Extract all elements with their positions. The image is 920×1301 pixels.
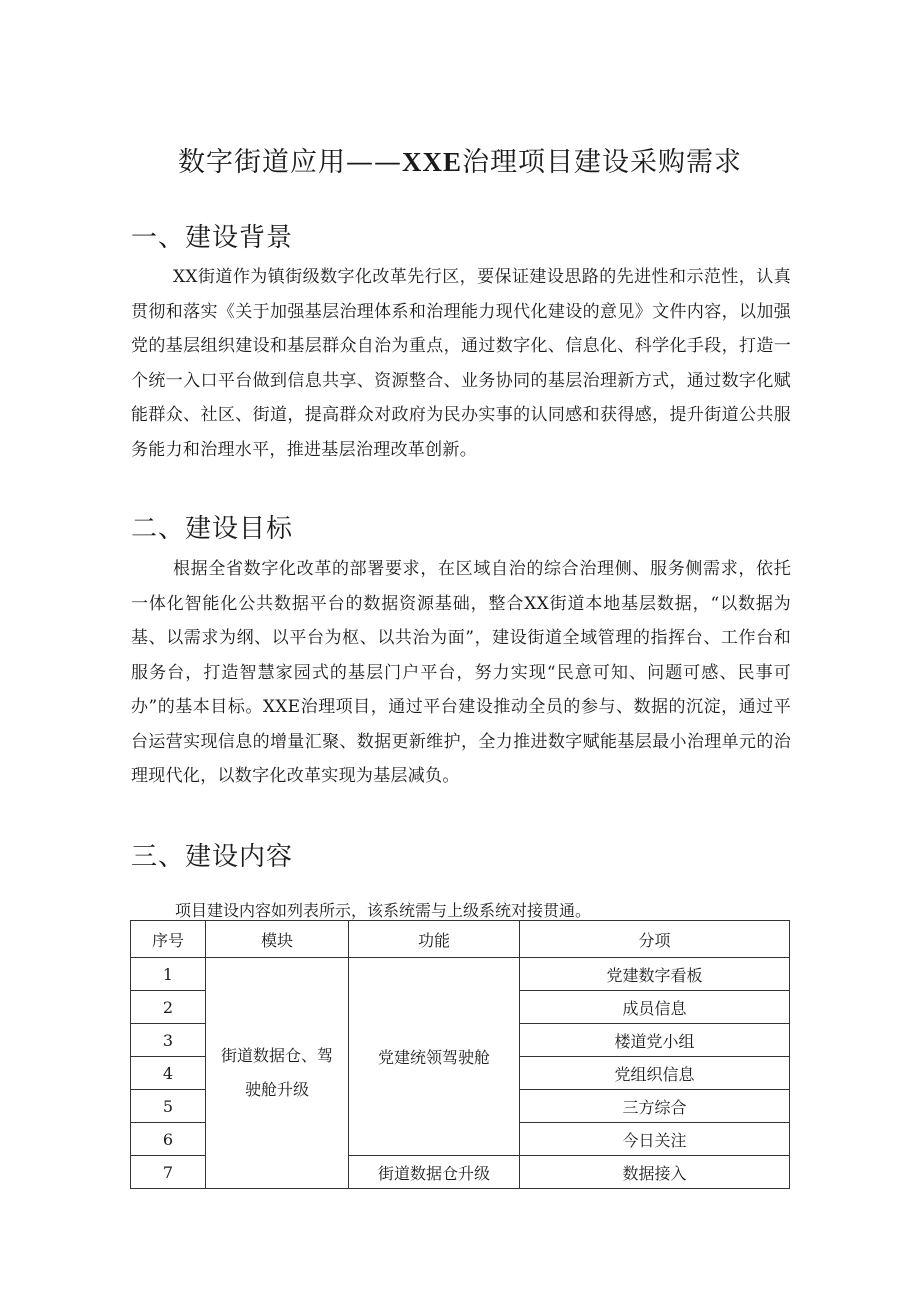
header-no: 序号 bbox=[131, 921, 206, 958]
row-no: 5 bbox=[131, 1090, 206, 1123]
row-no: 1 bbox=[131, 958, 206, 991]
header-function: 功能 bbox=[349, 921, 520, 958]
row-item: 今日关注 bbox=[520, 1123, 790, 1156]
module-cell bbox=[206, 958, 349, 1189]
header-item: 分项 bbox=[520, 921, 790, 958]
content-table bbox=[130, 920, 790, 1189]
module-line-1: 街道数据仓、驾 bbox=[220, 1046, 333, 1065]
title-part-3: 治理项目建设采购需求 bbox=[462, 147, 742, 178]
title-part-2: XXE bbox=[401, 147, 462, 177]
table-row bbox=[131, 958, 790, 991]
goals-paragraph: 根据全省数字化改革的部署要求，在区域自治的综合治理侧、服务侧需求，依托一体化智能化公共数据平台的数据资源基础，整合XX街道本地基层数据，“以数据为基、以需求为纲、以平台为枢、以共治为面”，建设街道全域管理的指挥台、工作台和服务台，打造智慧家园式的基层门户平台，努力实现“民意可知、问题可感、民事可办”的基本目标。XXE治理项目，通过平台建设推动全员的参与、数据的沉淀，通过平台运营实现信息的增量汇聚、数据更新维护，全力推进数字赋能基层最小治理单元的治理现代化，以数字化改革实现为基层减负。 bbox=[131, 559, 791, 786]
content-intro: 项目建设内容如列表所示，该系统需与上级系统对接贯通。 bbox=[175, 901, 592, 920]
section-heading-content: 三、建设内容 bbox=[131, 842, 294, 872]
document-title bbox=[0, 140, 920, 179]
title-part-1: 数字街道应用—— bbox=[177, 147, 402, 178]
row-item: 楼道党小组 bbox=[520, 1024, 790, 1057]
function-cell-party: 党建统领驾驶舱 bbox=[349, 958, 520, 1156]
row-item: 党建数字看板 bbox=[520, 958, 790, 991]
row-no: 3 bbox=[131, 1024, 206, 1057]
row-item: 三方综合 bbox=[520, 1090, 790, 1123]
row-item: 成员信息 bbox=[520, 991, 790, 1024]
header-module: 模块 bbox=[206, 921, 349, 958]
table-header-row bbox=[131, 921, 790, 958]
function-cell-warehouse: 街道数据仓升级 bbox=[349, 1156, 520, 1189]
module-line-2: 驶舱升级 bbox=[244, 1080, 309, 1099]
row-item: 数据接入 bbox=[520, 1156, 790, 1189]
row-no: 2 bbox=[131, 991, 206, 1024]
section-heading-goals: 二、建设目标 bbox=[131, 514, 294, 544]
row-no: 6 bbox=[131, 1123, 206, 1156]
row-no: 4 bbox=[131, 1057, 206, 1090]
section-heading-background: 一、建设背景 bbox=[131, 223, 294, 253]
row-item: 党组织信息 bbox=[520, 1057, 790, 1090]
background-paragraph: XX街道作为镇街级数字化改革先行区，要保证建设思路的先进性和示范性，认真贯彻和落实《关于加强基层治理体系和治理能力现代化建设的意见》文件内容，以加强党的基层组织建设和基层群众自治为重点，通过数字化、信息化、科学化手段，打造一个统一入口平台做到信息共享、资源整合、业务协同的基层治理新方式，通过数字化赋能群众、社区、街道，提高群众对政府为民办实事的认同感和获得感，提升街道公共服务能力和治理水平，推进基层治理改革创新。 bbox=[131, 267, 791, 460]
row-no: 7 bbox=[131, 1156, 206, 1189]
